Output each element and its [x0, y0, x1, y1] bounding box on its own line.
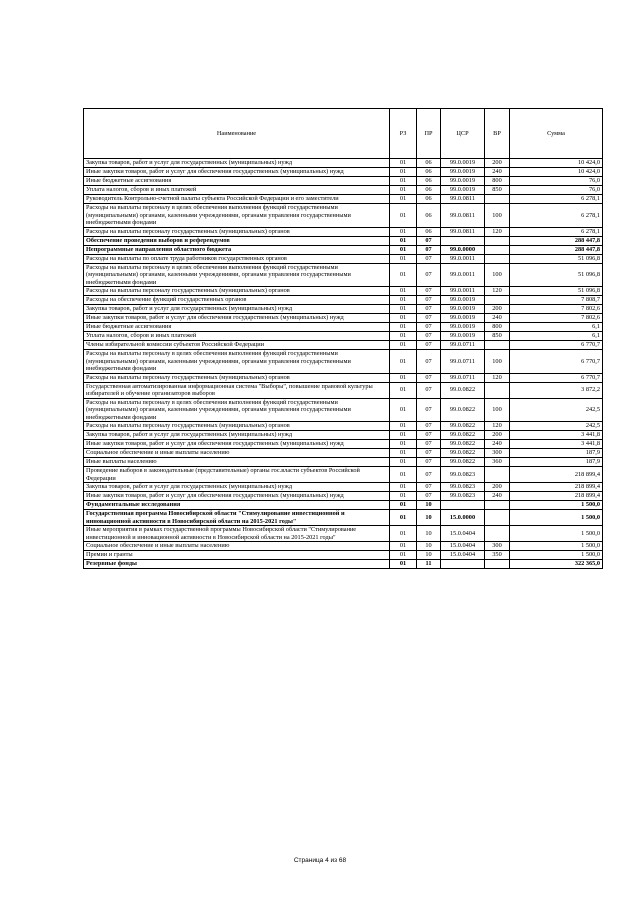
- cell-sum: 1 500,0: [510, 510, 603, 526]
- cell-sum: 288 447,8: [510, 236, 603, 245]
- table-header-row: [84, 109, 603, 159]
- cell-vr: 350: [485, 551, 510, 560]
- cell-sum: 218 899,4: [510, 467, 603, 483]
- table-row: [84, 314, 603, 323]
- cell-sum: 187,9: [510, 458, 603, 467]
- cell-name: Расходы на выплаты персоналу в целях обеспечения выполнения функций государственными (муниципальными) органами, казенными учреждениями, органами управления государственными внебюджетными фондами: [84, 263, 390, 287]
- cell-sum: 7 802,6: [510, 314, 603, 323]
- cell-name: Расходы на выплаты персоналу государственных (муниципальных) органов: [84, 422, 390, 431]
- cell-rz: 01: [390, 254, 417, 263]
- cell-sum: 1 500,0: [510, 501, 603, 510]
- cell-vr: 850: [485, 332, 510, 341]
- cell-vr: 120: [485, 287, 510, 296]
- cell-rz: 01: [390, 168, 417, 177]
- cell-sum: 218 899,4: [510, 492, 603, 501]
- cell-vr: 200: [485, 159, 510, 168]
- cell-name: Резервные фонды: [84, 560, 390, 569]
- cell-vr: 200: [485, 305, 510, 314]
- cell-pr: 07: [417, 398, 441, 422]
- cell-sum: 6,1: [510, 332, 603, 341]
- cell-rz: 01: [390, 332, 417, 341]
- cell-rz: 01: [390, 467, 417, 483]
- cell-name: Расходы на выплаты персоналу государственных (муниципальных) органов: [84, 227, 390, 236]
- cell-pr: 07: [417, 314, 441, 323]
- cell-name: Члены избирательной комиссии субъектов Российской Федерации: [84, 341, 390, 350]
- cell-vr: 240: [485, 168, 510, 177]
- table-row: [84, 350, 603, 374]
- cell-name: Непрограммные направления областного бюджета: [84, 245, 390, 254]
- cell-pr: 07: [417, 341, 441, 350]
- cell-rz: 01: [390, 263, 417, 287]
- cell-sum: 218 899,4: [510, 483, 603, 492]
- cell-name: Расходы на выплаты персоналу в целях обеспечения выполнения функций государственными (муниципальными) органами, казенными учреждениями, органами управления государственными внебюджетными фондами: [84, 204, 390, 228]
- cell-pr: 07: [417, 458, 441, 467]
- cell-vr: 200: [485, 431, 510, 440]
- page-number: Страница 4 из 68: [293, 857, 347, 864]
- cell-pr: 10: [417, 510, 441, 526]
- cell-sum: 6,1: [510, 323, 603, 332]
- cell-rz: 01: [390, 204, 417, 228]
- cell-rz: 01: [390, 510, 417, 526]
- cell-sum: 242,5: [510, 422, 603, 431]
- cell-pr: 07: [417, 287, 441, 296]
- table-row: [84, 560, 603, 569]
- table-row: [84, 177, 603, 186]
- table-row: [84, 254, 603, 263]
- table-row: [84, 458, 603, 467]
- cell-sum: 1 500,0: [510, 542, 603, 551]
- cell-sum: 3 441,8: [510, 431, 603, 440]
- cell-rz: 01: [390, 501, 417, 510]
- cell-csr: 99.0.0822: [441, 440, 485, 449]
- cell-rz: 01: [390, 341, 417, 350]
- cell-csr: 99.0.0019: [441, 159, 485, 168]
- header-sum: Сумма: [510, 109, 603, 159]
- cell-csr: 99.0.0822: [441, 382, 485, 398]
- cell-pr: 10: [417, 526, 441, 542]
- cell-vr: 240: [485, 314, 510, 323]
- cell-pr: 07: [417, 431, 441, 440]
- table-row: [84, 186, 603, 195]
- cell-vr: 120: [485, 373, 510, 382]
- table-row: [84, 510, 603, 526]
- cell-csr: 99.0.0011: [441, 263, 485, 287]
- table-row: [84, 382, 603, 398]
- cell-pr: 11: [417, 560, 441, 569]
- cell-name: Иные бюджетные ассигнования: [84, 323, 390, 332]
- cell-name: Иные закупки товаров, работ и услуг для обеспечения государственных (муниципальных) нужд: [84, 440, 390, 449]
- cell-csr: [441, 236, 485, 245]
- cell-sum: 51 096,8: [510, 287, 603, 296]
- cell-rz: 01: [390, 350, 417, 374]
- cell-name: Иные закупки товаров, работ и услуг для обеспечения государственных (муниципальных) нужд: [84, 314, 390, 323]
- cell-pr: 06: [417, 195, 441, 204]
- cell-rz: 01: [390, 422, 417, 431]
- cell-pr: 06: [417, 227, 441, 236]
- cell-sum: 1 500,0: [510, 551, 603, 560]
- table-row: [84, 551, 603, 560]
- cell-vr: [485, 195, 510, 204]
- cell-name: Обеспечение проведения выборов и референдумов: [84, 236, 390, 245]
- table-row: [84, 204, 603, 228]
- cell-csr: 99.0.0711: [441, 341, 485, 350]
- cell-csr: 15.0.0404: [441, 551, 485, 560]
- cell-csr: [441, 501, 485, 510]
- table-row: [84, 323, 603, 332]
- table-row: [84, 373, 603, 382]
- cell-sum: 10 424,0: [510, 168, 603, 177]
- cell-pr: 10: [417, 542, 441, 551]
- cell-pr: 06: [417, 177, 441, 186]
- cell-name: Иные бюджетные ассигнования: [84, 177, 390, 186]
- cell-rz: 01: [390, 483, 417, 492]
- cell-csr: [441, 560, 485, 569]
- cell-vr: 360: [485, 458, 510, 467]
- cell-pr: 07: [417, 254, 441, 263]
- cell-csr: 99.0.0019: [441, 186, 485, 195]
- cell-pr: 07: [417, 245, 441, 254]
- cell-rz: 01: [390, 305, 417, 314]
- cell-vr: 300: [485, 449, 510, 458]
- table-row: [84, 332, 603, 341]
- cell-rz: 01: [390, 296, 417, 305]
- cell-csr: 99.0.0019: [441, 305, 485, 314]
- cell-name: Проведение выборов в законодательные (представительные) органы гос.власти субъектов Российской Федерации: [84, 467, 390, 483]
- cell-vr: [485, 236, 510, 245]
- table-row: [84, 159, 603, 168]
- cell-sum: 76,0: [510, 177, 603, 186]
- cell-csr: 99.0.0811: [441, 195, 485, 204]
- cell-csr: 99.0.0019: [441, 168, 485, 177]
- cell-sum: 3 441,8: [510, 440, 603, 449]
- cell-csr: 99.0.0822: [441, 449, 485, 458]
- table-row: [84, 467, 603, 483]
- cell-vr: [485, 245, 510, 254]
- cell-name: Иные мероприятия в рамках государственной программы Новосибирской области "Стимулирование инвестиционной и инновационной активности в Новосибирской области на 2015-2021 годы": [84, 526, 390, 542]
- cell-name: Расходы на обеспечение функций государственных органов: [84, 296, 390, 305]
- table-row: [84, 501, 603, 510]
- cell-name: Закупка товаров, работ и услуг для государственных (муниципальных) нужд: [84, 431, 390, 440]
- cell-pr: 06: [417, 186, 441, 195]
- cell-pr: 07: [417, 332, 441, 341]
- cell-name: Расходы на выплаты персоналу государственных (муниципальных) органов: [84, 373, 390, 382]
- cell-name: Закупка товаров, работ и услуг для государственных (муниципальных) нужд: [84, 159, 390, 168]
- header-csr: ЦСР: [441, 109, 485, 159]
- cell-csr: 15.0.0404: [441, 542, 485, 551]
- table-row: [84, 195, 603, 204]
- cell-csr: 99.0.0823: [441, 467, 485, 483]
- cell-name: Руководитель Контрольно-счетной палаты субъекта Российской Федерации и его заместители: [84, 195, 390, 204]
- cell-sum: 7 808,7: [510, 296, 603, 305]
- cell-name: Расходы на выплаты персоналу в целях обеспечения выполнения функций государственными (муниципальными) органами, казенными учреждениями, органами управления государственными внебюджетными фондами: [84, 350, 390, 374]
- table-row: [84, 296, 603, 305]
- header-pr: ПР: [417, 109, 441, 159]
- cell-rz: 01: [390, 236, 417, 245]
- cell-sum: 51 096,8: [510, 263, 603, 287]
- cell-sum: 242,5: [510, 398, 603, 422]
- cell-vr: 300: [485, 542, 510, 551]
- cell-pr: 10: [417, 501, 441, 510]
- table-row: [84, 492, 603, 501]
- cell-sum: 76,0: [510, 186, 603, 195]
- header-name: Наименование: [84, 109, 390, 159]
- cell-pr: 07: [417, 492, 441, 501]
- cell-vr: [485, 510, 510, 526]
- cell-sum: 6 770,7: [510, 350, 603, 374]
- cell-csr: 99.0.0711: [441, 373, 485, 382]
- cell-sum: 7 802,6: [510, 305, 603, 314]
- table-row: [84, 422, 603, 431]
- cell-rz: 01: [390, 159, 417, 168]
- table-row: [84, 431, 603, 440]
- header-vr: ВР: [485, 109, 510, 159]
- cell-csr: 99.0.0019: [441, 296, 485, 305]
- cell-csr: 15.0.0404: [441, 526, 485, 542]
- cell-vr: [485, 526, 510, 542]
- cell-vr: 100: [485, 204, 510, 228]
- table-row: [84, 168, 603, 177]
- cell-csr: 99.0.0011: [441, 254, 485, 263]
- cell-name: Государственная автоматизированная информационная система "Выборы", повышение правовой культуры избирателей и обучение организаторов выборов: [84, 382, 390, 398]
- cell-name: Уплата налогов, сборов и иных платежей: [84, 332, 390, 341]
- cell-csr: 99.0.0019: [441, 177, 485, 186]
- cell-rz: 01: [390, 373, 417, 382]
- table-row: [84, 236, 603, 245]
- cell-name: Расходы на выплаты персоналу государственных (муниципальных) органов: [84, 287, 390, 296]
- cell-pr: 07: [417, 350, 441, 374]
- table-row: [84, 398, 603, 422]
- cell-pr: 07: [417, 373, 441, 382]
- cell-vr: 100: [485, 350, 510, 374]
- cell-pr: 07: [417, 467, 441, 483]
- cell-name: Иные выплаты населению: [84, 458, 390, 467]
- cell-vr: 100: [485, 398, 510, 422]
- cell-pr: 10: [417, 551, 441, 560]
- cell-pr: 06: [417, 204, 441, 228]
- cell-sum: 6 278,1: [510, 227, 603, 236]
- cell-name: Закупка товаров, работ и услуг для государственных (муниципальных) нужд: [84, 483, 390, 492]
- cell-sum: 3 872,2: [510, 382, 603, 398]
- cell-sum: 10 424,0: [510, 159, 603, 168]
- cell-csr: 99.0.0000: [441, 245, 485, 254]
- cell-csr: 99.0.0011: [441, 287, 485, 296]
- cell-pr: 07: [417, 323, 441, 332]
- cell-vr: 240: [485, 492, 510, 501]
- cell-vr: 100: [485, 263, 510, 287]
- cell-pr: 07: [417, 422, 441, 431]
- cell-vr: [485, 560, 510, 569]
- table-row: [84, 341, 603, 350]
- cell-name: Премии и гранты: [84, 551, 390, 560]
- cell-rz: 01: [390, 245, 417, 254]
- cell-pr: 07: [417, 296, 441, 305]
- cell-rz: 01: [390, 287, 417, 296]
- cell-sum: 187,9: [510, 449, 603, 458]
- cell-name: Социальное обеспечение и иные выплаты населению: [84, 449, 390, 458]
- cell-csr: 99.0.0811: [441, 204, 485, 228]
- cell-rz: 01: [390, 492, 417, 501]
- cell-vr: [485, 467, 510, 483]
- cell-vr: [485, 254, 510, 263]
- cell-sum: 6 278,1: [510, 195, 603, 204]
- table-body: [84, 159, 603, 569]
- budget-sheet: [83, 108, 602, 569]
- cell-name: Закупка товаров, работ и услуг для государственных (муниципальных) нужд: [84, 305, 390, 314]
- cell-csr: 99.0.0711: [441, 350, 485, 374]
- cell-name: Фундаментальные исследования: [84, 501, 390, 510]
- cell-name: Иные закупки товаров, работ и услуг для обеспечения государственных (муниципальных) нужд: [84, 168, 390, 177]
- cell-pr: 06: [417, 159, 441, 168]
- cell-pr: 06: [417, 168, 441, 177]
- table-row: [84, 245, 603, 254]
- cell-csr: 99.0.0019: [441, 314, 485, 323]
- cell-rz: 01: [390, 177, 417, 186]
- cell-pr: 07: [417, 440, 441, 449]
- cell-pr: 07: [417, 483, 441, 492]
- table-row: [84, 305, 603, 314]
- cell-rz: 01: [390, 560, 417, 569]
- table-row: [84, 483, 603, 492]
- cell-name: Государственная программа Новосибирской области "Стимулирование инвестиционной и инновационной активности в Новосибирской области на 2015-2021 годы": [84, 510, 390, 526]
- cell-rz: 01: [390, 323, 417, 332]
- table-row: [84, 287, 603, 296]
- cell-rz: 01: [390, 398, 417, 422]
- cell-vr: [485, 501, 510, 510]
- header-rz: РЗ: [390, 109, 417, 159]
- cell-csr: 15.0.0000: [441, 510, 485, 526]
- cell-pr: 07: [417, 382, 441, 398]
- cell-vr: 200: [485, 483, 510, 492]
- cell-vr: 120: [485, 422, 510, 431]
- cell-name: Иные закупки товаров, работ и услуг для обеспечения государственных (муниципальных) нужд: [84, 492, 390, 501]
- cell-rz: 01: [390, 449, 417, 458]
- cell-csr: 99.0.0823: [441, 483, 485, 492]
- table-row: [84, 440, 603, 449]
- cell-pr: 07: [417, 263, 441, 287]
- cell-rz: 01: [390, 195, 417, 204]
- table-row: [84, 449, 603, 458]
- cell-sum: 6 770,7: [510, 373, 603, 382]
- table-row: [84, 227, 603, 236]
- cell-rz: 01: [390, 526, 417, 542]
- cell-pr: 07: [417, 236, 441, 245]
- cell-csr: 99.0.0823: [441, 492, 485, 501]
- cell-csr: 99.0.0019: [441, 332, 485, 341]
- cell-rz: 01: [390, 440, 417, 449]
- cell-rz: 01: [390, 458, 417, 467]
- table-row: [84, 526, 603, 542]
- cell-csr: 99.0.0822: [441, 422, 485, 431]
- cell-vr: 800: [485, 177, 510, 186]
- cell-rz: 01: [390, 186, 417, 195]
- cell-sum: 6 278,1: [510, 204, 603, 228]
- cell-vr: 800: [485, 323, 510, 332]
- cell-sum: 6 770,7: [510, 341, 603, 350]
- cell-sum: 1 500,0: [510, 526, 603, 542]
- cell-name: Уплата налогов, сборов и иных платежей: [84, 186, 390, 195]
- cell-vr: 850: [485, 186, 510, 195]
- cell-vr: 120: [485, 227, 510, 236]
- cell-csr: 99.0.0019: [441, 323, 485, 332]
- cell-name: Расходы на выплаты по оплате труда работников государственных органов: [84, 254, 390, 263]
- cell-rz: 01: [390, 431, 417, 440]
- cell-vr: [485, 341, 510, 350]
- cell-pr: 07: [417, 305, 441, 314]
- cell-sum: 51 096,8: [510, 254, 603, 263]
- cell-name: Расходы на выплаты персоналу в целях обеспечения выполнения функций государственными (муниципальными) органами, казенными учреждениями, органами управления государственными внебюджетными фондами: [84, 398, 390, 422]
- cell-name: Социальное обеспечение и иные выплаты населению: [84, 542, 390, 551]
- cell-pr: 07: [417, 449, 441, 458]
- cell-csr: 99.0.0822: [441, 431, 485, 440]
- cell-vr: [485, 296, 510, 305]
- cell-rz: 01: [390, 227, 417, 236]
- cell-rz: 01: [390, 551, 417, 560]
- cell-csr: 99.0.0822: [441, 458, 485, 467]
- cell-rz: 01: [390, 314, 417, 323]
- cell-vr: [485, 382, 510, 398]
- cell-sum: 322 365,0: [510, 560, 603, 569]
- budget-table: [83, 108, 603, 569]
- cell-csr: 99.0.0822: [441, 398, 485, 422]
- cell-vr: 240: [485, 440, 510, 449]
- cell-csr: 99.0.0811: [441, 227, 485, 236]
- table-row: [84, 542, 603, 551]
- table-row: [84, 263, 603, 287]
- cell-rz: 01: [390, 382, 417, 398]
- cell-sum: 288 447,8: [510, 245, 603, 254]
- cell-rz: 01: [390, 542, 417, 551]
